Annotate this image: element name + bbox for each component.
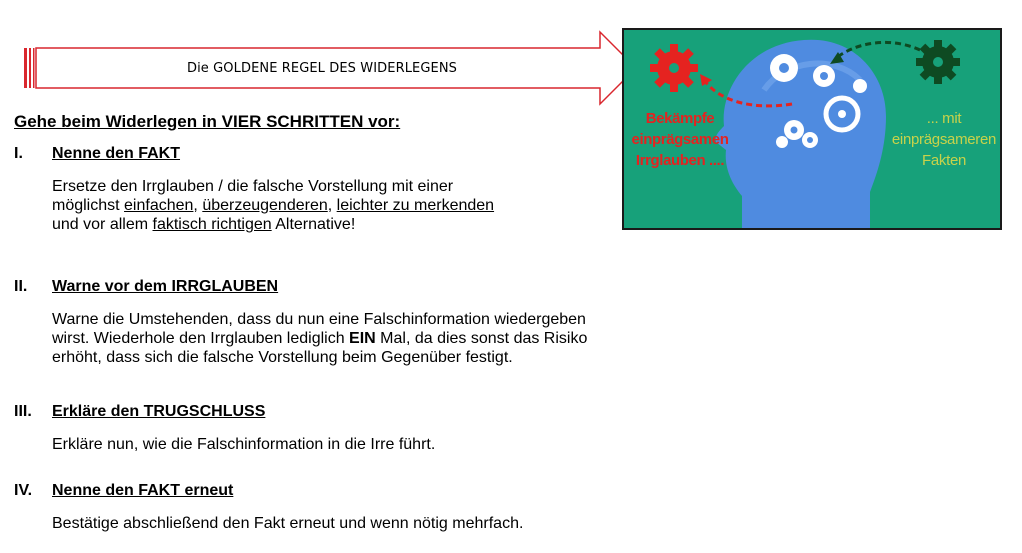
banner-title: Die GOLDENE REGEL DES WIDERLEGENS: [186, 60, 458, 76]
body-line: [52, 196, 754, 215]
underlined-text: faktisch richtigen: [152, 216, 272, 233]
step-title: Erkläre den TRUGSCHLUSS: [52, 403, 266, 420]
body-text: möglichst: [52, 197, 125, 214]
fig-right-caption: [882, 108, 1002, 171]
body-line: Bestätige abschließend den Fakt erneut und wenn nötig mehrfach.: [52, 515, 524, 532]
dark-gear-icon: [916, 40, 960, 84]
step-3: [14, 403, 754, 454]
step-heading: [14, 145, 754, 163]
fig-left-line: einprägsamen: [631, 131, 729, 148]
step-number: II.: [14, 278, 28, 295]
underlined-text: einfachen: [124, 197, 194, 214]
body-text: ,: [327, 197, 337, 214]
title-banner: [22, 30, 642, 106]
body-text: wirst. Wiederhole den Irrglauben lediglich: [52, 330, 350, 347]
step-heading: [14, 403, 754, 421]
step-body: [52, 177, 754, 234]
underlined-text: überzeugenderen: [202, 197, 328, 214]
fig-right-line: Fakten: [921, 152, 967, 169]
fig-right-line: einprägsameren: [891, 131, 997, 148]
step-body: [52, 435, 754, 454]
step-body: [52, 514, 754, 533]
fig-left-line: Bekämpfe: [645, 110, 715, 127]
body-text: und vor allem: [52, 216, 153, 233]
step-heading: [14, 278, 754, 296]
step-title: Nenne den FAKT: [52, 145, 181, 162]
bold-text: EIN: [349, 330, 376, 347]
step-1: [14, 145, 754, 234]
body-line: erhöht, dass sich die falsche Vorstellung beim Gegenüber festigt.: [52, 349, 513, 366]
body-text: ,: [193, 197, 203, 214]
step-2: [14, 278, 754, 367]
step-title: Nenne den FAKT erneut: [52, 482, 234, 499]
body-line: Warne die Umstehenden, dass du nun eine Falschinformation wiedergeben: [52, 311, 586, 328]
step-heading: [14, 482, 754, 500]
body-text: Mal, da dies sonst das Risiko: [375, 330, 588, 347]
step-body: [52, 310, 754, 367]
step-number: I.: [14, 145, 23, 162]
step-title: Warne vor dem IRRGLAUBEN: [52, 278, 279, 295]
step-number: IV.: [14, 482, 33, 499]
step-number: III.: [14, 403, 32, 420]
step-4: [14, 482, 754, 533]
intro-heading: Gehe beim Widerlegen in VIER SCHRITTEN vor:: [14, 112, 401, 131]
body-text: Alternative!: [271, 216, 356, 233]
red-gear-icon: [650, 44, 698, 92]
body-line: Erkläre nun, wie die Falschinformation in die Irre führt.: [52, 436, 436, 453]
body-line: [52, 329, 754, 348]
fig-left-line: Irrglauben ....: [635, 152, 725, 169]
fig-right-line: ... mit: [926, 110, 962, 127]
body-line: Ersetze den Irrglauben / die falsche Vorstellung mit einer: [52, 178, 454, 195]
body-line: [52, 215, 754, 234]
underlined-text: leichter zu merkenden: [336, 197, 495, 214]
